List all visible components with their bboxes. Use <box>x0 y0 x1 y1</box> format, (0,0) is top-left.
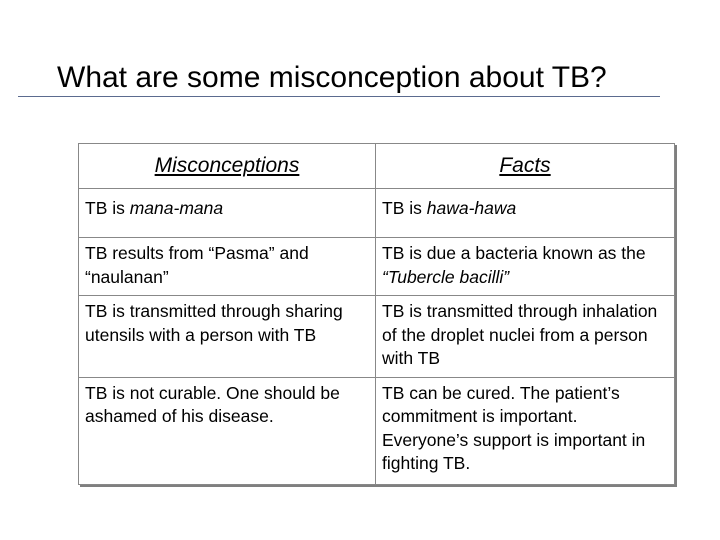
cell-italic-text: mana-mana <box>129 198 224 218</box>
table-row <box>79 189 675 238</box>
cell-text: TB is <box>85 198 130 218</box>
title-underline <box>18 96 660 97</box>
misconception-cell <box>79 377 376 484</box>
misconceptions-facts-table <box>78 143 675 485</box>
cell-text: TB is not curable. One should be ashamed of his disease. <box>85 382 340 426</box>
slide-title: What are some misconception about TB? <box>57 61 607 94</box>
cell-italic-text: “Tubercle bacilli” <box>382 266 510 287</box>
cell-text: TB is transmitted through inhalation of the droplet nuclei from a person with TB <box>382 301 658 368</box>
cell-text: TB is transmitted through sharing utensils with a person with TB <box>85 301 343 345</box>
table-row <box>79 296 675 378</box>
table-row <box>79 238 675 296</box>
fact-cell <box>376 189 675 238</box>
misconception-cell <box>79 238 376 296</box>
cell-text: TB is due a bacteria known as the <box>382 243 646 263</box>
fact-cell <box>376 377 675 484</box>
fact-cell <box>376 296 675 378</box>
cell-text: TB can be cured. The patient’s commitment is important. Everyone’s support is important in fighting TB. <box>382 382 646 473</box>
header-misconceptions: Misconceptions <box>79 144 376 189</box>
table-row <box>79 377 675 484</box>
cell-text: TB results from “Pasma” and “naulanan” <box>85 243 309 287</box>
misconception-cell <box>79 296 376 378</box>
fact-cell <box>376 238 675 296</box>
cell-italic-text: hawa-hawa <box>426 198 517 218</box>
header-facts: Facts <box>376 144 675 189</box>
table-header-row <box>79 144 675 189</box>
misconception-cell <box>79 189 376 238</box>
cell-text: TB is <box>382 198 427 218</box>
